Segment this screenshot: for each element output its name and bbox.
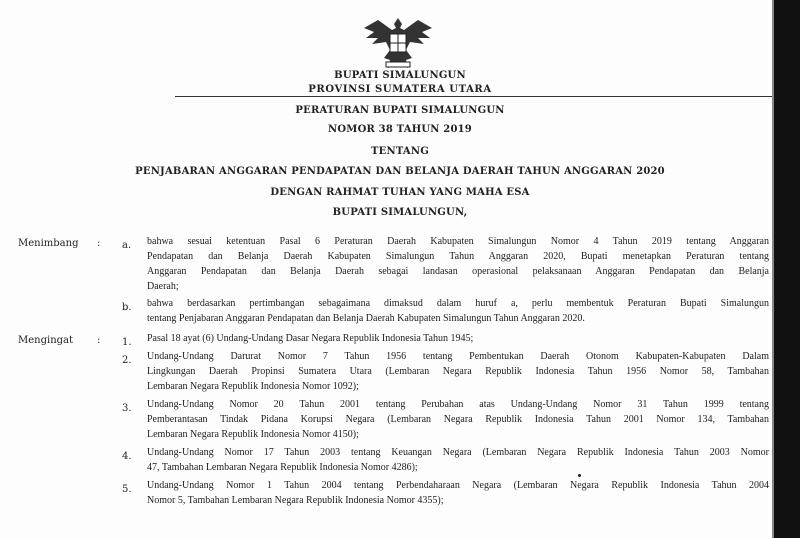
menimbang-colon: : [97, 238, 101, 249]
item-text-line: Pemberantasan Tindak Pidana Korupsi Negara (Lembaran Negara Republik Indonesia Tahun 2001 Nomor 134, Tambahan [147, 414, 769, 425]
item-text-line: Undang-Undang Nomor 17 Tahun 2003 tentang Keuangan Negara (Lembaran Negara Republik Indonesia Tahun 2003 Nomor [147, 447, 769, 458]
scan-border [774, 0, 800, 538]
item-text-line: Nomor 5, Tambahan Lembaran Negara Republik Indonesia Nomor 4355); [147, 495, 444, 506]
item-text-line: Pendapatan dan Belanja Daerah Kabupaten Simalungun Tahun Anggaran 2020, Bupati menetapkan Peraturan tentang [147, 251, 769, 262]
mengingat-colon: : [97, 335, 101, 346]
header-line2: PROVINSI SUMATERA UTARA [308, 84, 492, 95]
item-text-line: Lembaran Negara Republik Indonesia Nomor 4150); [147, 429, 359, 440]
mengingat-label: Mengingat [18, 335, 74, 346]
item-number: 3. [122, 403, 132, 414]
item-text-line: Anggaran Pendapatan dan Belanja Daerah sebagai landasan operasional pelaksanaan Anggaran Pendapatan dan Belanja [147, 266, 769, 277]
item-number: 5. [122, 484, 132, 495]
item-text-line: 47, Tambahan Lembaran Negara Republik Indonesia Nomor 4286); [147, 462, 418, 473]
item-text-line: bahwa sesuai ketentuan Pasal 6 Peraturan Daerah Kabupaten Simalungun Nomor 4 Tahun 2019 tentang Anggaran [147, 236, 769, 247]
scan-speck [578, 474, 581, 477]
bupati-line: BUPATI SIMALUNGUN, [332, 207, 468, 218]
item-text-line: Lingkungan Daerah Propinsi Sumatera Utara (Lembaran Negara Republik Indonesia Tahun 1956 Nomor 58, Tambahan [147, 366, 769, 377]
regulation-title: PERATURAN BUPATI SIMALUNGUN [295, 105, 505, 116]
menimbang-label: Menimbang [18, 238, 79, 249]
item-number: 2. [122, 355, 132, 366]
rahmat-line: DENGAN RAHMAT TUHAN YANG MAHA ESA [270, 187, 530, 198]
item-text-line: Undang-Undang Nomor 20 Tahun 2001 tentang Perubahan atas Undang-Undang Nomor 31 Tahun 1999 tentang [147, 399, 769, 410]
item-number: 4. [122, 451, 132, 462]
tentang-label: TENTANG [371, 146, 429, 157]
item-text-line: Pasal 18 ayat (6) Undang-Undang Dasar Negara Republik Indonesia Tahun 1945; [147, 333, 474, 344]
header-divider [175, 96, 775, 97]
regulation-subject: PENJABARAN ANGGARAN PENDAPATAN DAN BELANJA DAERAH TAHUN ANGGARAN 2020 [135, 166, 665, 177]
item-text-line: Lembaran Negara Republik Indonesia Nomor 1092); [147, 381, 359, 392]
item-number: b. [122, 302, 132, 313]
item-text-line: bahwa berdasarkan pertimbangan sebagaimana dimaksud dalam huruf a, perlu membentuk Peraturan Bupati Simalungun [147, 298, 769, 309]
garuda-emblem-icon [360, 14, 436, 72]
item-text-line: Undang-Undang Nomor 1 Tahun 2004 tentang Perbendaharaan Negara (Lembaran Negara Republik Indonesia Tahun 2004 [147, 480, 769, 491]
item-text-line: Daerah; [147, 281, 179, 292]
item-text-line: tentang Penjabaran Anggaran Pendapatan dan Belanja Daerah Kabupaten Simalungun Tahun Anggaran 2020. [147, 313, 585, 324]
regulation-number: NOMOR 38 TAHUN 2019 [328, 124, 472, 135]
item-text-line: Undang-Undang Darurat Nomor 7 Tahun 1956 tentang Pembentukan Daerah Otonom Kabupaten-Kabupaten Dalam [147, 351, 769, 362]
header-line1: BUPATI SIMALUNGUN [334, 70, 466, 81]
item-number: a. [122, 240, 132, 251]
item-number: 1. [122, 337, 132, 348]
